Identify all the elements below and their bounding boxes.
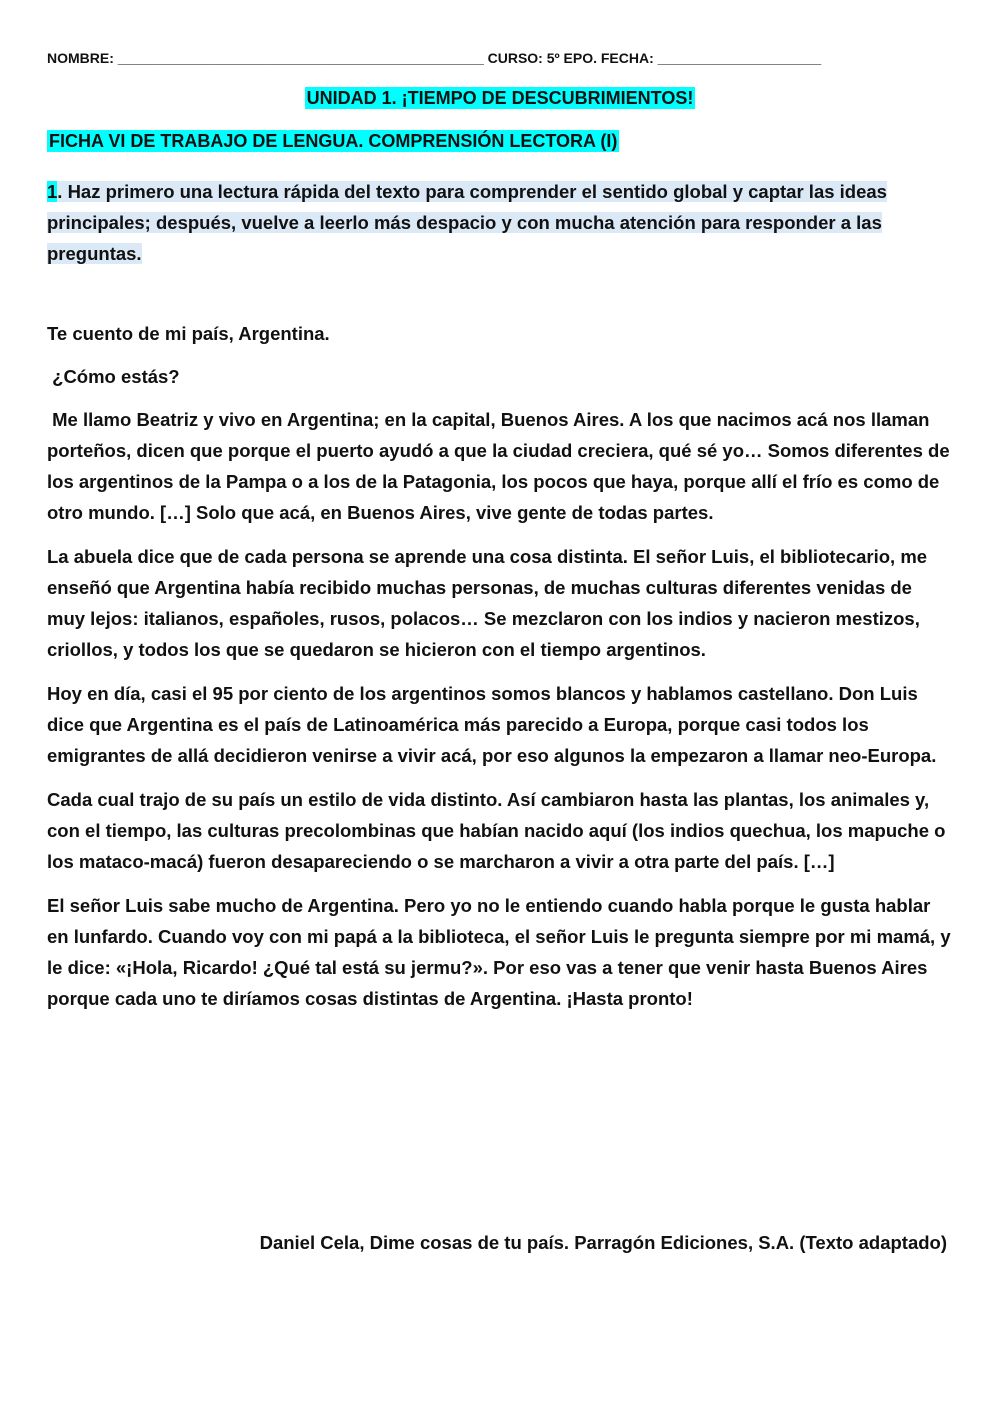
student-info-header — [47, 50, 952, 66]
paragraph: Hoy en día, casi el 95 por ciento de los argentinos somos blancos y hablamos castellano. Don Luis dice que Argentina es el país de Latinoamérica más parecido a Europa, porque casi todos los emigrantes de allá decidieron venirse a vivir acá, por eso algunos la empezaron a llamar neo-Europa. — [47, 683, 937, 766]
unit-title: UNIDAD 1. ¡TIEMPO DE DESCUBRIMIENTOS! — [306, 88, 694, 108]
paragraph: Cada cual trajo de su país un estilo de vida distinto. Así cambiaron hasta las plantas, los animales y, con el tiempo, las culturas precolombinas que habían nacido aquí (los indios quechua, los mapuche o los mataco-macá) fueron desapareciendo o se marcharon a vivir a otra parte del país. […] — [47, 789, 946, 872]
instruction-block — [47, 176, 952, 269]
reading-passage — [47, 318, 952, 1027]
fecha-blank-line[interactable]: _____________________ — [657, 50, 822, 66]
paragraph: El señor Luis sabe mucho de Argentina. Pero yo no le entiendo cuando habla porque le gusta hablar en lunfardo. Cuando voy con mi papá a la biblioteca, el señor Luis le pregunta siempre por mi mamá, y le dice: «¡Hola, Ricardo! ¿Qué tal está su jermu?». Por eso vas a tener que venir hasta Buenos Aires porque cada uno te diríamos cosas distintas de Argentina. ¡Hasta pronto! — [47, 895, 951, 1009]
instruction-number: 1 — [47, 181, 58, 202]
worksheet-title-row — [47, 131, 619, 152]
paragraph: Me llamo Beatriz y vivo en Argentina; en la capital, Buenos Aires. A los que nacimos acá nos llaman porteños, dicen que porque el puerto ayudó a que la ciudad creciera, qué sé yo… Somos diferentes de los argentinos de la Pampa o a los de la Patagonia, los pocos que haya, porque allí el frío es como de otro mundo. […] Solo que acá, en Buenos Aires, vive gente de todas partes. — [47, 409, 950, 523]
reading-title: Te cuento de mi país, Argentina. — [47, 323, 330, 344]
unit-title-row — [0, 88, 1000, 109]
worksheet-title: FICHA VI DE TRABAJO DE LENGUA. COMPRENSIÓN LECTORA (I) — [49, 131, 618, 151]
curso-fecha-label: CURSO: 5º EPO. FECHA: — [487, 50, 654, 66]
reading-greeting: ¿Cómo estás? — [52, 366, 180, 387]
nombre-blank-line[interactable]: _______________________________________________ — [117, 50, 484, 66]
source-citation: Daniel Cela, Dime cosas de tu país. Parragón Ediciones, S.A. (Texto adaptado) — [259, 1232, 947, 1253]
instruction-text: . Haz primero una lectura rápida del texto para comprender el sentido global y captar las ideas principales; después, vuelve a leerlo más despacio y con mucha atención para responder a las preguntas. — [47, 181, 887, 264]
nombre-label: NOMBRE: — [47, 50, 114, 66]
paragraph: La abuela dice que de cada persona se aprende una cosa distinta. El señor Luis, el bibliotecario, me enseñó que Argentina había recibido muchas personas, de muchas culturas diferentes venidas de muy lejos: italianos, españoles, rusos, polacos… Se mezclaron con los indios y nacieron mestizos, criollos, y todos los que se quedaron se hicieron con el tiempo argentinos. — [47, 546, 928, 660]
